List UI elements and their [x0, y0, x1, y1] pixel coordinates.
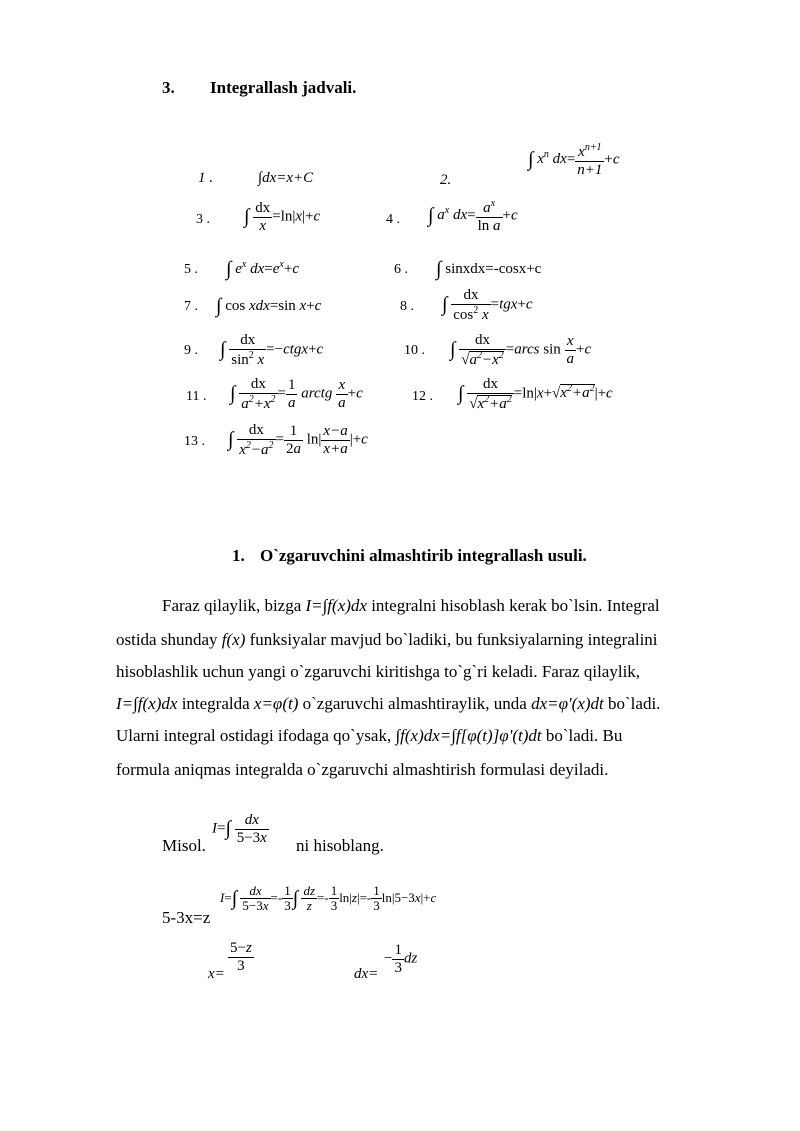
formula-number: 8 . [400, 299, 414, 314]
formula-number: 11 . [186, 389, 207, 404]
formula-number: 13 . [184, 434, 205, 449]
paragraph-line: formula aniqmas integralda o`zgaruvchi almashtirish formulasi deyiladi. [116, 760, 609, 779]
formula-number: 12 . [412, 389, 433, 404]
x-equals-label: x= [208, 966, 225, 982]
section-number: 3. [162, 78, 175, 97]
example-label: Misol. [162, 836, 206, 855]
section-title: O`zgaruvchini almashtirib integrallash usuli. [260, 546, 587, 565]
formula-number: 10 . [404, 343, 425, 358]
solution-formula: I=∫ $\frac{dx}{5-3x}$ =- $\frac{1}{3}$ ∫ $\frac{dz}{z}$ =- $\frac{1}{3}$ ln|z|=- $\frac{1}{3}$ ln|5−3x|+c [220, 883, 437, 914]
formula-3: ∫ $\frac{dx}{x}$ =ln|x|+c [244, 200, 321, 234]
formula-13: ∫ $\frac{dx}{x^2-a^2}$ = $\frac{1}{2a}$ ln| $\frac{x-a}{x+a}$ |+c [228, 422, 368, 458]
formula-2: ∫ $x^n$ dx= $\frac{x^{n+1}}{n+1}$ +c [528, 142, 620, 178]
formula-4: ∫ $a^x$ dx= $\frac{a^x}{\text{ln a}}$ +c [428, 198, 518, 234]
x-value-fraction: $\frac{5-z}{3}$ [230, 940, 252, 974]
formula-number: 6 . [394, 262, 408, 277]
formula-5: ∫ $e^x$ $dx=e^x+c$ [226, 258, 300, 280]
formula-number: 9 . [184, 343, 198, 358]
formula-number: 7 . [184, 299, 198, 314]
dx-equals-label: dx= [354, 966, 379, 982]
dx-value-fraction: − $\frac{1}{3}$ dz [384, 942, 418, 976]
example-suffix: ni hisoblang. [296, 836, 384, 855]
formula-12: ∫ $\frac{dx}{√x^2+a^2}$ $=\ln|x+√x^2+a^2|+c$ [458, 376, 613, 412]
paragraph-line: ostida shunday f(x) funksiyalar mavjud bo`ladiki, bu funksiyalarning integralini [116, 630, 658, 649]
formula-number: 5 . [184, 262, 198, 277]
formula-number: 2. [440, 172, 452, 188]
paragraph-line: hisoblashlik uchun yangi o`zgaruvchi kiritishga to`g`ri keladi. Faraz qilaylik, [116, 662, 641, 681]
section-number: 1. [232, 546, 245, 565]
paragraph-line: I=∫f(x)dx integralda x=φ(t) o`zgaruvchi almashtiraylik, unda dx=φ'(x)dt bo`ladi. [116, 694, 661, 713]
formula-7: ∫ cos xdx=sin x+c [216, 295, 322, 317]
formula-number: 4 . [386, 212, 400, 227]
formula-number: 3 . [196, 212, 210, 227]
substitution-text: 5-3x=z [162, 908, 211, 927]
formula-6: ∫ sinxdx=-cosx+c [436, 258, 542, 280]
paragraph-line: Faraz qilaylik, bizga I=∫f(x)dx integralni hisoblash kerak bo`lsin. Integral [162, 596, 660, 615]
formula-8: ∫ $\frac{dx}{\cos^2 x}$ =tgx+c [442, 287, 533, 323]
formula-9: ∫ $\frac{dx}{\sin^2 x}$ =−ctgx+c [220, 332, 324, 368]
example-formula: I=∫ $\frac{dx}{5-3x}$ [212, 812, 267, 846]
formula-6-text: sinxdx=-cosx+c [445, 260, 542, 277]
section-title: Integrallash jadvali. [210, 78, 357, 97]
formula-10: ∫ $\frac{dx}{√a^2-x^2}$ =arcs sin $\frac{x}{a}$ +c [450, 332, 592, 368]
formula-1: ∫dx=x+C [258, 170, 314, 186]
formula-11: ∫ $\frac{dx}{a^2+x^2}$ = $\frac{1}{a}$ arctg $\frac{x}{a}$ +c [230, 376, 363, 412]
formula-number: 1 . [198, 170, 213, 186]
paragraph-line: Ularni integral ostidagi ifodaga qo`ysak, ∫f(x)dx=∫f[φ(t)]φ'(t)dt bo`ladi. Bu [116, 726, 623, 745]
